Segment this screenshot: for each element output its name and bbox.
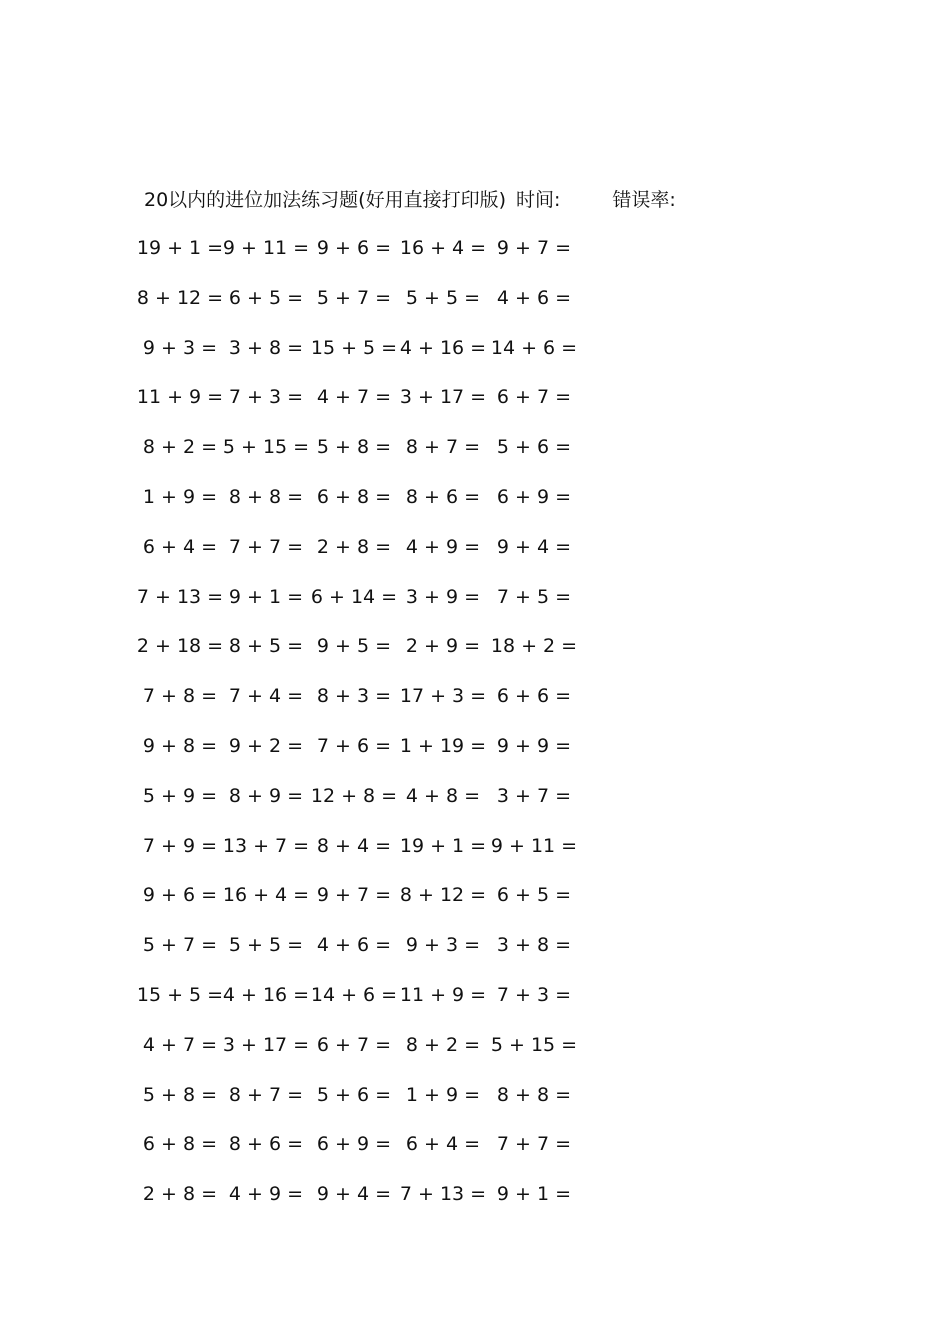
problem-item: 9 + 8 = bbox=[142, 734, 218, 757]
problem-item: 1 + 19 = bbox=[399, 734, 487, 757]
problem-item: 6 + 9 = bbox=[316, 1133, 392, 1156]
time-label: 时间: bbox=[516, 189, 561, 211]
problem-item: 19 + 1 = bbox=[399, 834, 487, 857]
problem-item: 7 + 4 = bbox=[228, 685, 304, 708]
problem-item: 9 + 11 = bbox=[222, 237, 310, 259]
problem-item: 5 + 6 = bbox=[316, 1083, 392, 1106]
problem-item: 8 + 2 = bbox=[405, 1033, 481, 1056]
problem-item: 5 + 8 = bbox=[316, 436, 392, 459]
problem-row bbox=[136, 981, 620, 1031]
problem-item: 4 + 9 = bbox=[228, 1183, 304, 1206]
problem-row bbox=[140, 483, 620, 533]
problem-row bbox=[140, 1180, 620, 1230]
problem-item: 5 + 9 = bbox=[142, 784, 218, 807]
problem-item: 9 + 1 = bbox=[228, 585, 304, 608]
problem-item: 2 + 8 = bbox=[142, 1183, 218, 1206]
problem-item: 7 + 6 = bbox=[316, 734, 392, 757]
problem-item: 8 + 6 = bbox=[228, 1133, 304, 1156]
problem-item: 8 + 6 = bbox=[405, 485, 481, 508]
problem-item: 9 + 6 = bbox=[142, 884, 218, 907]
problem-item: 8 + 12 = bbox=[399, 884, 487, 907]
problem-item: 9 + 6 = bbox=[316, 237, 392, 259]
problem-row bbox=[136, 583, 620, 633]
problem-item: 8 + 12 = bbox=[136, 286, 224, 309]
problem-row bbox=[140, 1081, 620, 1131]
problem-row bbox=[136, 383, 620, 433]
problem-item: 7 + 5 = bbox=[496, 585, 572, 608]
problem-item: 9 + 4 = bbox=[496, 535, 572, 558]
problem-item: 9 + 7 = bbox=[496, 237, 572, 259]
problem-item: 6 + 9 = bbox=[496, 485, 572, 508]
problem-row bbox=[140, 533, 620, 583]
problem-row bbox=[140, 782, 620, 832]
problem-row bbox=[140, 881, 620, 931]
problem-item: 4 + 16 = bbox=[399, 336, 487, 359]
problem-item: 6 + 7 = bbox=[496, 386, 572, 409]
problem-row bbox=[140, 832, 620, 882]
problem-item: 9 + 3 = bbox=[405, 934, 481, 957]
problem-item: 4 + 16 = bbox=[222, 983, 310, 1006]
problem-item: 6 + 8 = bbox=[316, 485, 392, 508]
problem-item: 9 + 11 = bbox=[490, 834, 578, 857]
problem-item: 11 + 9 = bbox=[399, 983, 487, 1006]
worksheet-title: 20以内的进位加法练习题(好用直接打印版) bbox=[144, 189, 507, 211]
problem-item: 18 + 2 = bbox=[490, 635, 578, 658]
problem-item: 9 + 2 = bbox=[228, 734, 304, 757]
problem-row bbox=[136, 234, 620, 284]
problem-item: 8 + 9 = bbox=[228, 784, 304, 807]
problem-item: 4 + 8 = bbox=[405, 784, 481, 807]
problem-item: 15 + 5 = bbox=[310, 336, 398, 359]
problem-item: 15 + 5 = bbox=[136, 983, 224, 1006]
problem-item: 5 + 7 = bbox=[316, 286, 392, 309]
problem-item: 17 + 3 = bbox=[399, 685, 487, 708]
problem-item: 8 + 7 = bbox=[228, 1083, 304, 1106]
problem-item: 6 + 7 = bbox=[316, 1033, 392, 1056]
problem-item: 9 + 7 = bbox=[316, 884, 392, 907]
problem-item: 9 + 5 = bbox=[316, 635, 392, 658]
problem-item: 2 + 18 = bbox=[136, 635, 224, 658]
problem-item: 9 + 9 = bbox=[496, 734, 572, 757]
problem-item: 16 + 4 = bbox=[222, 884, 310, 907]
problem-item: 14 + 6 = bbox=[310, 983, 398, 1006]
problem-item: 13 + 7 = bbox=[222, 834, 310, 857]
problem-item: 6 + 5 = bbox=[228, 286, 304, 309]
problem-item: 3 + 7 = bbox=[496, 784, 572, 807]
problem-item: 4 + 7 = bbox=[316, 386, 392, 409]
problem-item: 3 + 17 = bbox=[399, 386, 487, 409]
problem-item: 1 + 9 = bbox=[142, 485, 218, 508]
problem-item: 4 + 6 = bbox=[496, 286, 572, 309]
problem-item: 8 + 4 = bbox=[316, 834, 392, 857]
problem-item: 7 + 3 = bbox=[228, 386, 304, 409]
problem-row bbox=[140, 433, 620, 483]
problem-item: 7 + 3 = bbox=[496, 983, 572, 1006]
problem-item: 3 + 8 = bbox=[496, 934, 572, 957]
problem-item: 9 + 1 = bbox=[496, 1183, 572, 1206]
problem-item: 6 + 4 = bbox=[405, 1133, 481, 1156]
problem-grid bbox=[136, 234, 620, 1230]
problem-row bbox=[140, 682, 620, 732]
problem-item: 5 + 5 = bbox=[228, 934, 304, 957]
problem-item: 7 + 13 = bbox=[399, 1183, 487, 1206]
problem-row bbox=[140, 1031, 620, 1081]
problem-item: 9 + 3 = bbox=[142, 336, 218, 359]
problem-item: 8 + 7 = bbox=[405, 436, 481, 459]
error-rate-label: 错误率: bbox=[612, 189, 676, 211]
problem-row bbox=[140, 931, 620, 981]
worksheet-header bbox=[144, 186, 676, 214]
problem-row bbox=[136, 632, 620, 682]
problem-item: 9 + 4 = bbox=[316, 1183, 392, 1206]
problem-item: 8 + 2 = bbox=[142, 436, 218, 459]
problem-item: 11 + 9 = bbox=[136, 386, 224, 409]
problem-item: 1 + 9 = bbox=[405, 1083, 481, 1106]
problem-item: 7 + 13 = bbox=[136, 585, 224, 608]
problem-item: 7 + 8 = bbox=[142, 685, 218, 708]
problem-item: 7 + 7 = bbox=[228, 535, 304, 558]
problem-item: 6 + 6 = bbox=[496, 685, 572, 708]
problem-item: 5 + 8 = bbox=[142, 1083, 218, 1106]
problem-row bbox=[140, 334, 620, 384]
problem-item: 16 + 4 = bbox=[399, 237, 487, 259]
problem-item: 7 + 9 = bbox=[142, 834, 218, 857]
problem-item: 2 + 8 = bbox=[316, 535, 392, 558]
problem-row bbox=[140, 732, 620, 782]
problem-item: 4 + 6 = bbox=[316, 934, 392, 957]
problem-item: 19 + 1 = bbox=[136, 237, 224, 259]
problem-item: 7 + 7 = bbox=[496, 1133, 572, 1156]
problem-item: 4 + 9 = bbox=[405, 535, 481, 558]
problem-item: 8 + 3 = bbox=[316, 685, 392, 708]
problem-item: 8 + 8 = bbox=[228, 485, 304, 508]
problem-item: 6 + 8 = bbox=[142, 1133, 218, 1156]
problem-item: 4 + 7 = bbox=[142, 1033, 218, 1056]
problem-item: 5 + 5 = bbox=[405, 286, 481, 309]
problem-item: 8 + 8 = bbox=[496, 1083, 572, 1106]
problem-item: 6 + 14 = bbox=[310, 585, 398, 608]
problem-item: 5 + 6 = bbox=[496, 436, 572, 459]
problem-row bbox=[136, 284, 620, 334]
problem-item: 6 + 4 = bbox=[142, 535, 218, 558]
problem-item: 12 + 8 = bbox=[310, 784, 398, 807]
problem-item: 5 + 15 = bbox=[490, 1033, 578, 1056]
problem-item: 3 + 9 = bbox=[405, 585, 481, 608]
problem-item: 5 + 15 = bbox=[222, 436, 310, 459]
problem-item: 2 + 9 = bbox=[405, 635, 481, 658]
problem-item: 3 + 8 = bbox=[228, 336, 304, 359]
problem-item: 8 + 5 = bbox=[228, 635, 304, 658]
problem-item: 5 + 7 = bbox=[142, 934, 218, 957]
problem-item: 14 + 6 = bbox=[490, 336, 578, 359]
problem-item: 3 + 17 = bbox=[222, 1033, 310, 1056]
problem-item: 6 + 5 = bbox=[496, 884, 572, 907]
problem-row bbox=[140, 1130, 620, 1180]
